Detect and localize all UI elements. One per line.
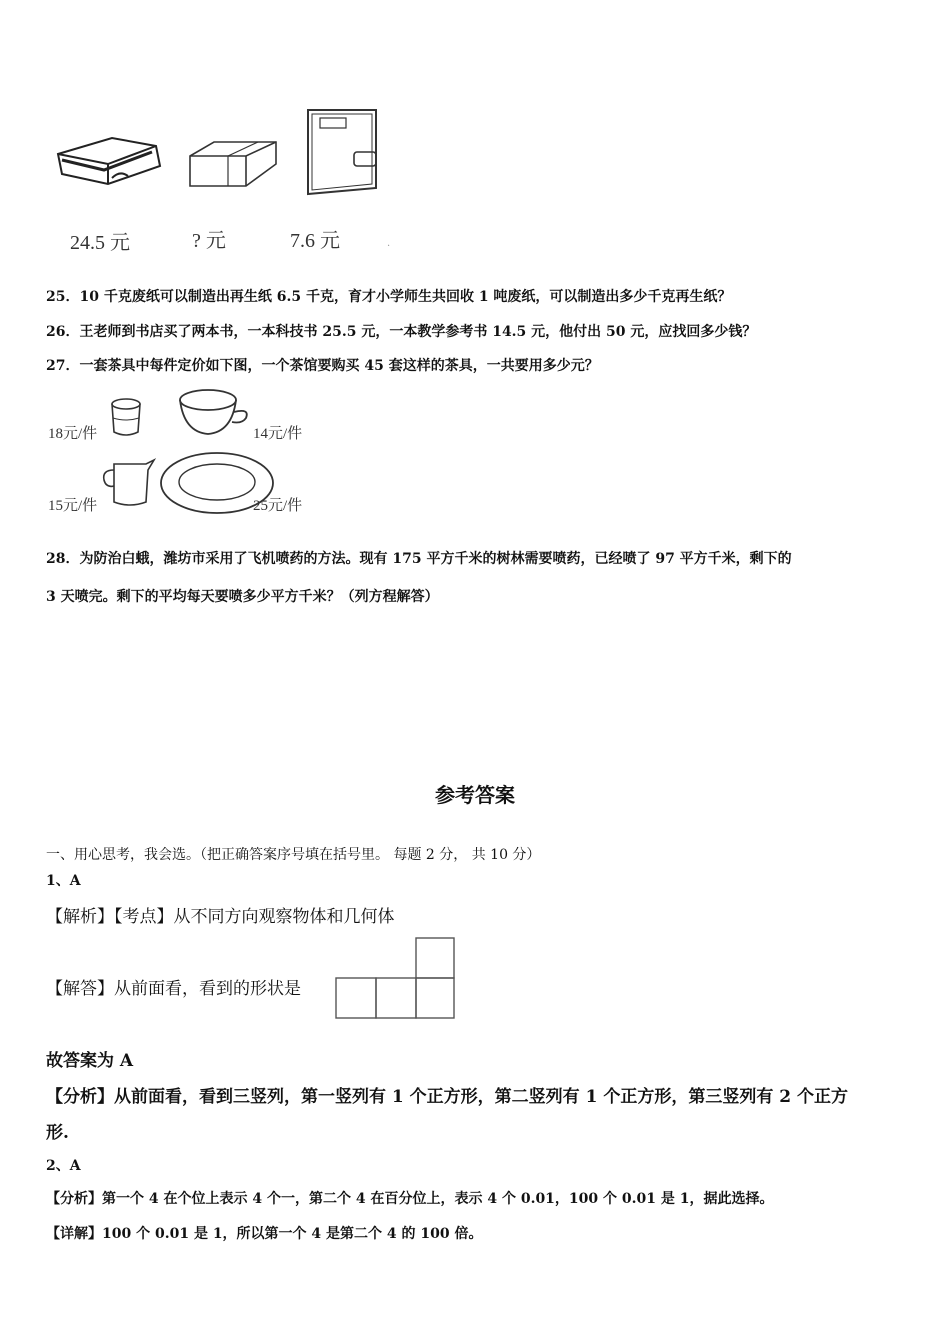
teacup-price: 14元/件 [253, 426, 303, 442]
question-28-line1: 28．为防治白蛾，潍坊市采用了飞机喷药的方法。现有 175 平方千米的树林需要喷药，已经喷了 97 平方千米，剩下的 [46, 551, 792, 567]
question-27: 27．一套茶具中每件定价如下图，一个茶馆要购买 45 套这样的茶具，一共要用多少元？ [46, 358, 599, 374]
front-view-squares-figure [334, 934, 458, 1022]
glass-price: 18元/件 [48, 426, 98, 442]
eraser-price: ? 元 [192, 230, 226, 252]
pitcher-price: 15元/件 [48, 498, 98, 514]
section-1-heading: 一、用心思考，我会选。（把正确答案序号填在括号里。 每题 2 分， 共 10 分） [46, 847, 541, 863]
answer-1-solution: 【解答】从前面看，看到的形状是 [46, 979, 301, 999]
answer-1-therefore: 故答案为 A [46, 1051, 134, 1071]
answer-2: 2、A [46, 1158, 81, 1174]
notebook-price: 7.6 元 [290, 230, 340, 252]
eraser-figure [188, 136, 280, 192]
pencil-case-figure [52, 132, 164, 192]
stray-mark: . [387, 238, 391, 249]
teacup-figure [176, 386, 252, 440]
answer-2-fenxi: 【分析】第一个 4 在个位上表示 4 个一，第二个 4 在百分位上，表示 4 个 0.01，100 个 0.01 是 1，据此选择。 [46, 1191, 774, 1207]
question-26: 26．王老师到书店买了两本书，一本科技书 25.5 元，一本教学参考书 14.5 元，他付出 50 元，应找回多少钱？ [46, 324, 757, 340]
answer-2-detail: 【详解】100 个 0.01 是 1，所以第一个 4 是第二个 4 的 100 倍。 [46, 1226, 483, 1242]
glass-figure [106, 396, 146, 440]
pencil-case-price: 24.5 元 [70, 232, 130, 254]
answer-1-analysis: 【解析】【考点】从不同方向观察物体和几何体 [46, 907, 395, 927]
answers-title: 参考答案 [435, 783, 515, 807]
answer-1-fenxi-line1: 【分析】从前面看，看到三竖列，第一竖列有 1 个正方形，第二竖列有 1 个正方形，第三竖列有 2 个正方 [46, 1087, 848, 1107]
question-28-line2: 3 天喷完。剩下的平均每天要喷多少平方千米？（列方程解答） [46, 589, 439, 605]
notebook-figure [302, 106, 384, 198]
answer-1: 1、A [46, 873, 81, 889]
pitcher-figure [100, 456, 156, 508]
plate-price: 25元/件 [253, 498, 303, 514]
question-25: 25．10 千克废纸可以制造出再生纸 6.5 千克，育才小学师生共回收 1 吨废纸，可以制造出多少千克再生纸？ [46, 289, 732, 305]
answer-1-fenxi-line2: 形. [46, 1123, 69, 1143]
